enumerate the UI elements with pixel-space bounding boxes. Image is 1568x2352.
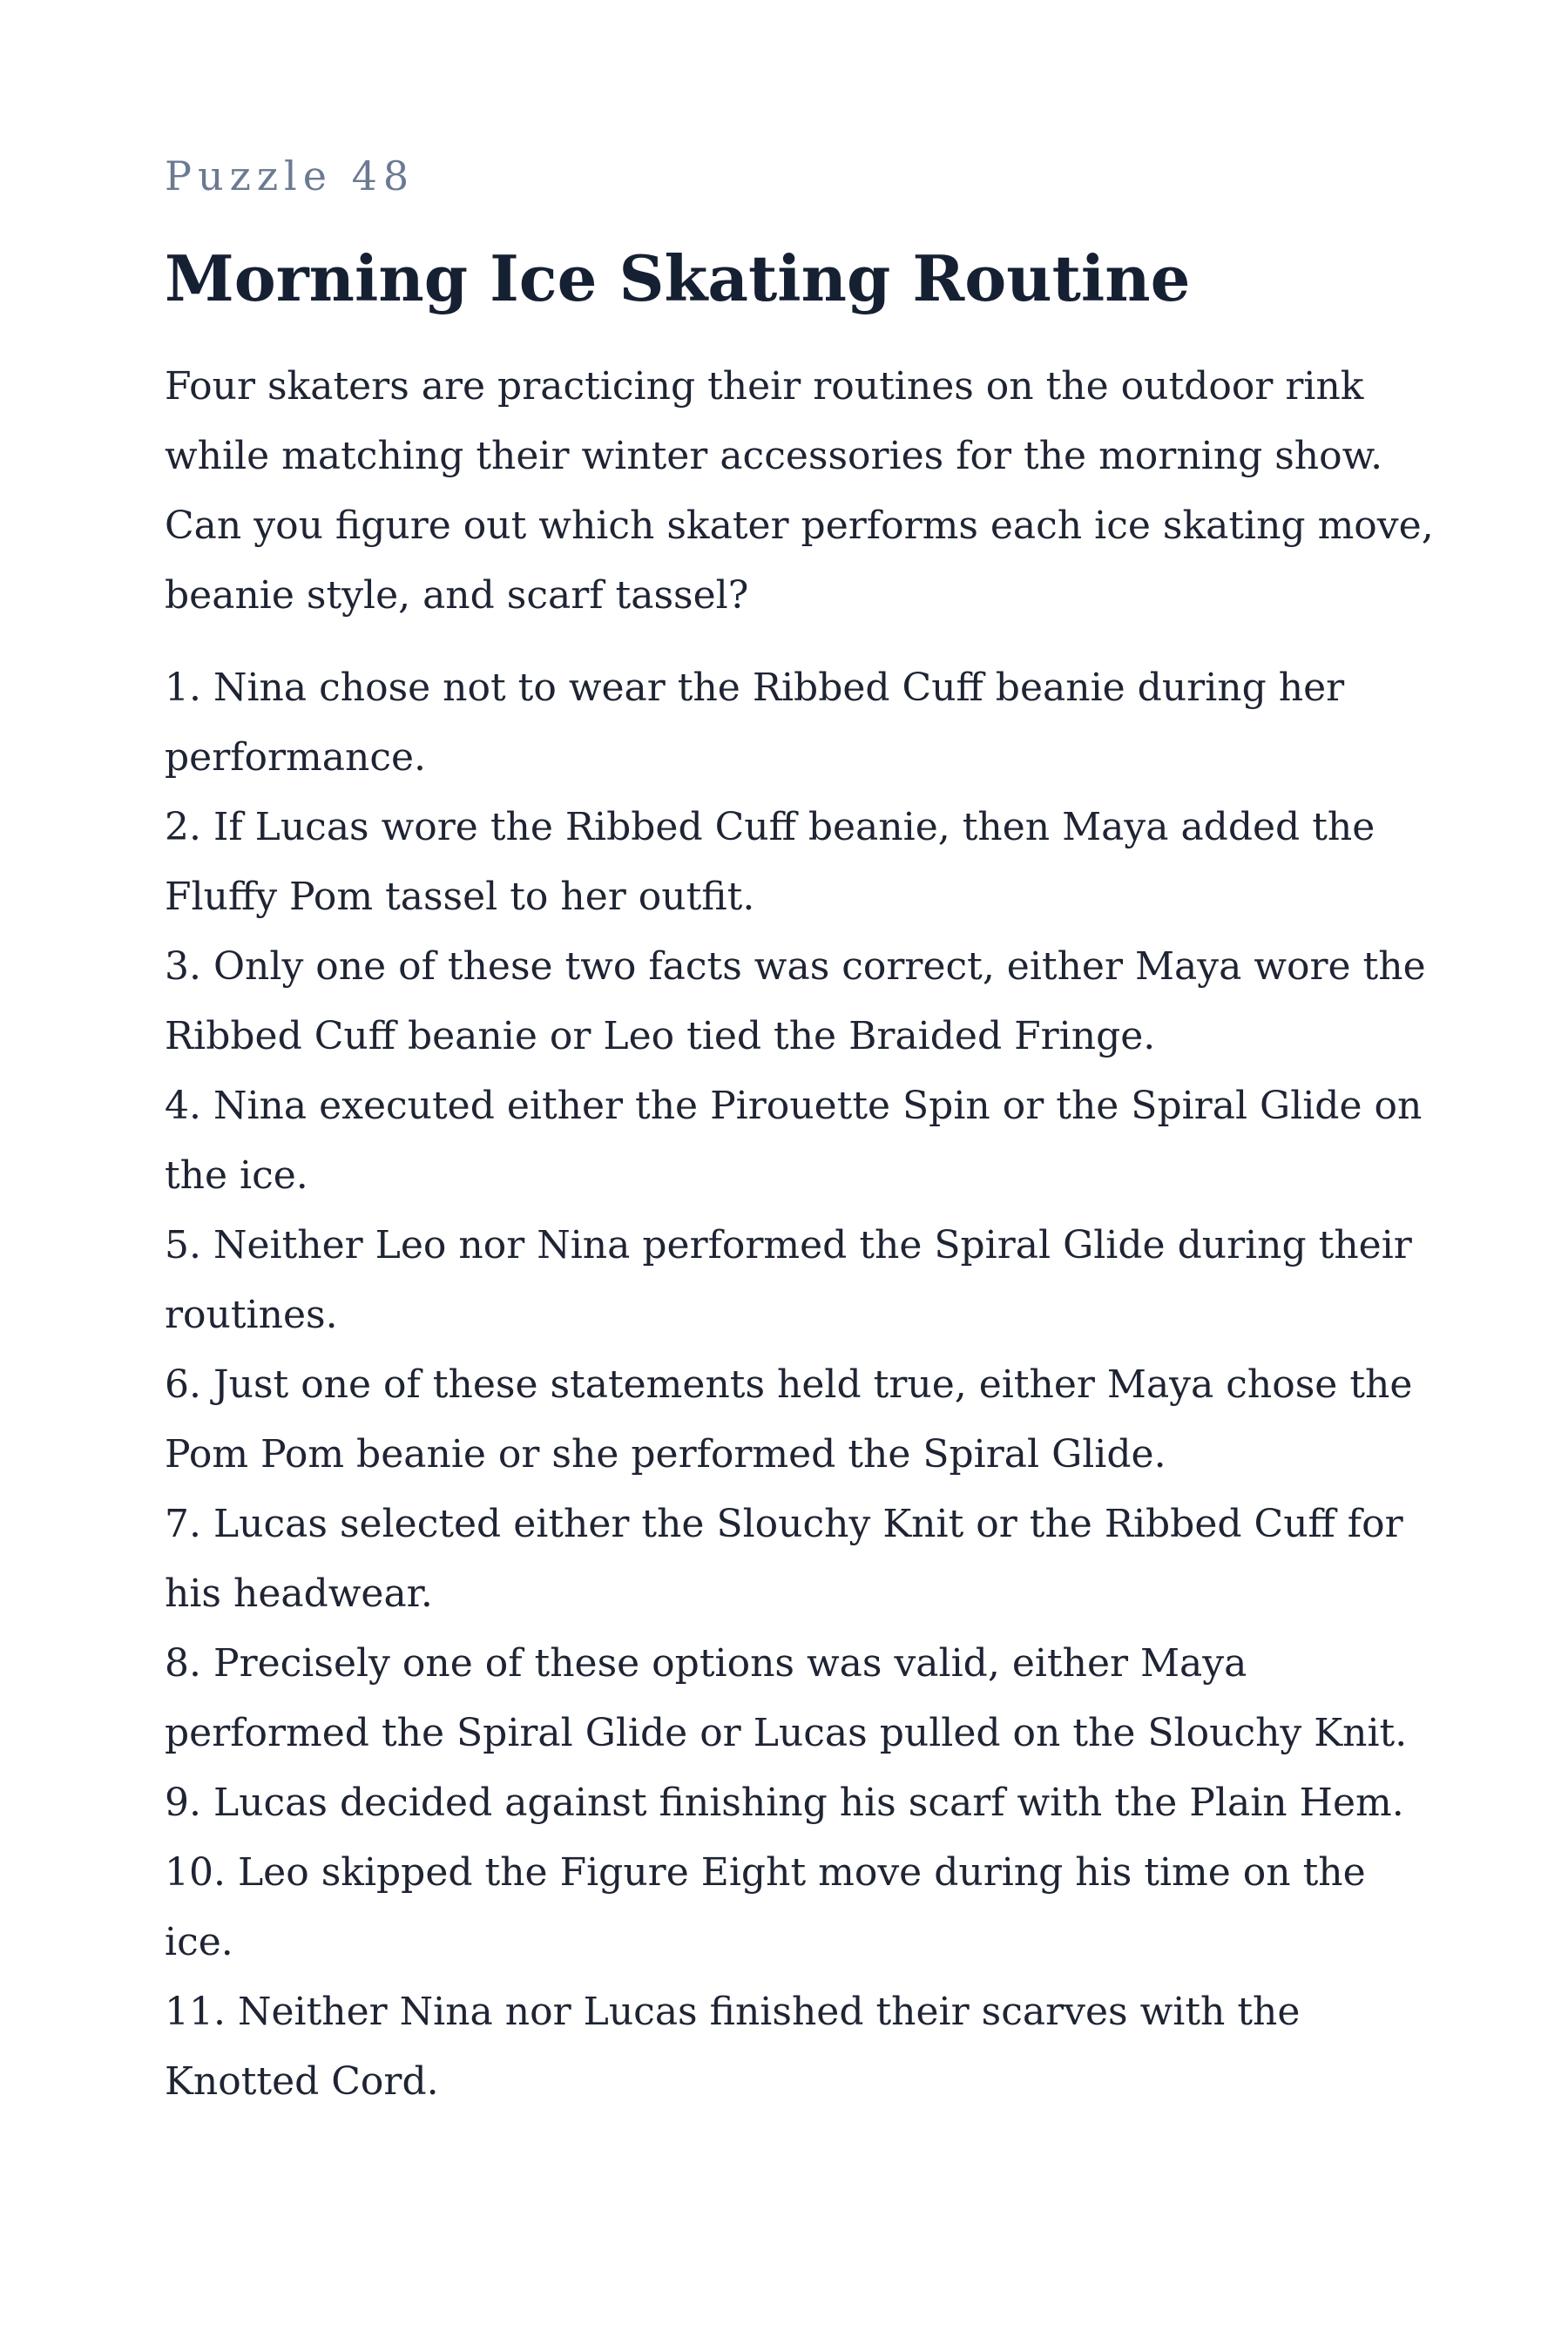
clue-item: 8. Precisely one of these options was valid, either Maya performed the Spiral Glide or Lucas pulled on the Slouchy Knit. (165, 1641, 1408, 1755)
clue-item: 9. Lucas decided against finishing his scarf with the Plain Hem. (165, 1781, 1404, 1825)
puzzle-label: Puzzle 48 (165, 152, 416, 199)
page-title: Morning Ice Skating Routine (165, 241, 1191, 315)
puzzle-page (165, 148, 1436, 2117)
clue-item: 10. Leo skipped the Figure Eight move during his time on the ice. (165, 1850, 1366, 1964)
clue-item: 6. Just one of these statements held true, either Maya chose the Pom Pom beanie or she performed the Spiral Glide. (165, 1362, 1413, 1477)
clue-item: 2. If Lucas wore the Ribbed Cuff beanie, then Maya added the Fluffy Pom tassel to her outfit. (165, 805, 1375, 919)
clue-item: 5. Neither Leo nor Nina performed the Spiral Glide during their routines. (165, 1223, 1412, 1337)
clue-item: 7. Lucas selected either the Slouchy Knit or the Ribbed Cuff for his headwear. (165, 1502, 1403, 1616)
clue-item: 4. Nina executed either the Pirouette Spin or the Spiral Glide on the ice. (165, 1084, 1423, 1198)
clue-item: 3. Only one of these two facts was correct, either Maya wore the Ribbed Cuff beanie or Leo tied the Braided Fringe. (165, 944, 1426, 1058)
clue-item: 11. Neither Nina nor Lucas finished their scarves with the Knotted Cord. (165, 1990, 1301, 2104)
clue-item: 1. Nina chose not to wear the Ribbed Cuff beanie during her performance. (165, 666, 1345, 780)
intro-paragraph: Four skaters are practicing their routines on the outdoor rink while matching their winter accessories for the morning show. Can you figure out which skater performs each ice skating move, beanie style, and scarf tassel? (165, 364, 1434, 618)
clue-list (165, 653, 1436, 2117)
